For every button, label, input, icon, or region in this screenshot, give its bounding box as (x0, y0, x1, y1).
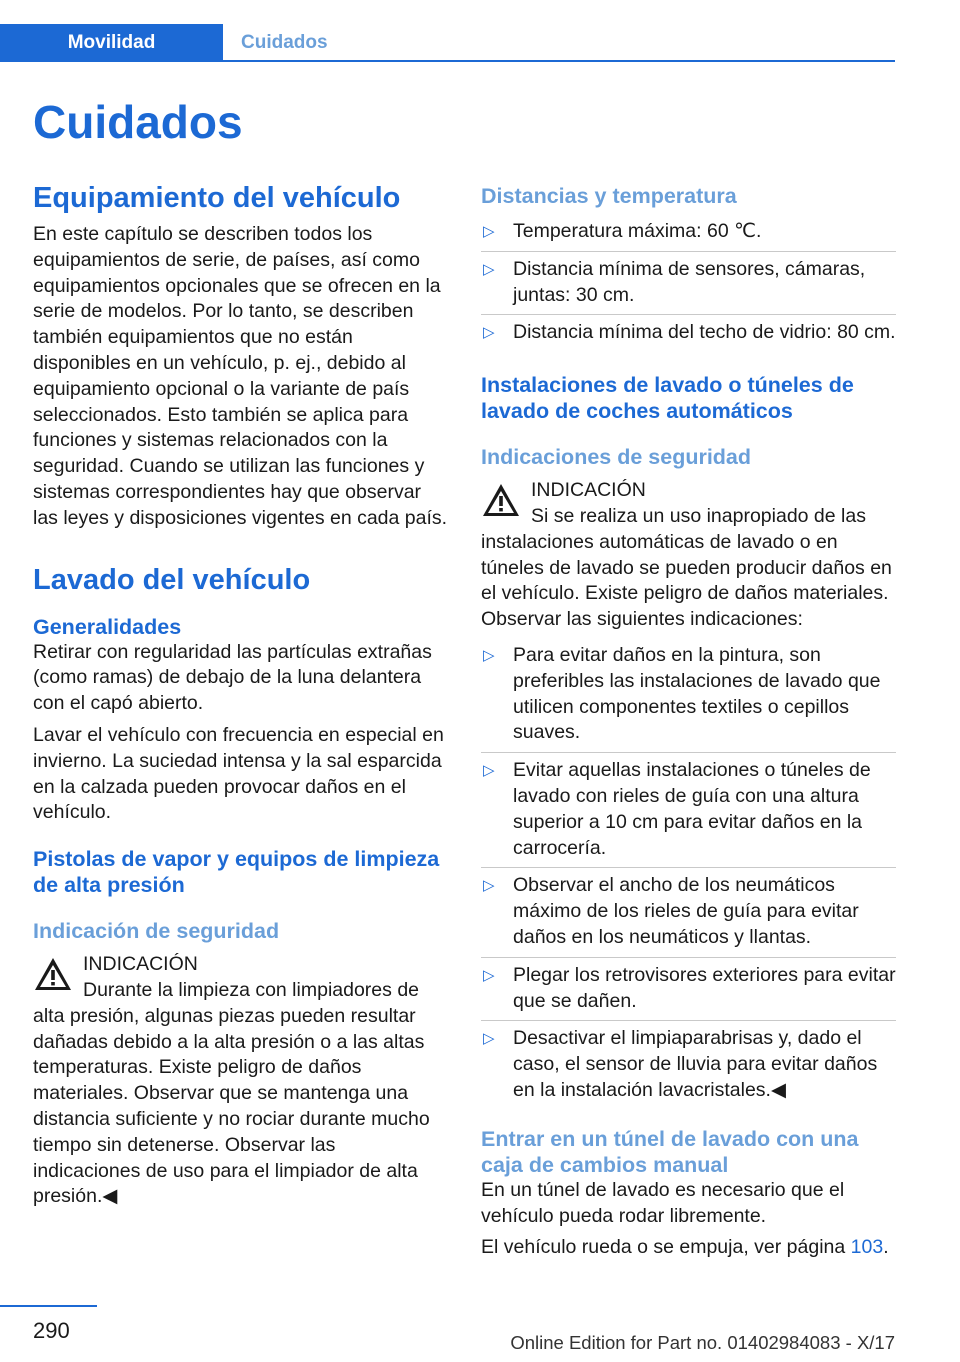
warning-text-first: Durante la limpieza con limpiadores de (83, 978, 420, 1001)
section-title-lavado: Lavado del vehículo (33, 563, 311, 596)
list-item: ▷ Distancia mínima de sensores, cámaras, juntas: 30 cm. (481, 257, 896, 316)
warning-label: INDICACIÓN (83, 953, 198, 976)
tab-cuidados[interactable]: Cuidados (241, 31, 328, 53)
right-column (481, 183, 896, 1267)
tab-movilidad[interactable]: Movilidad (0, 24, 223, 61)
distance-list (481, 219, 896, 352)
warning-triangle-icon (33, 956, 73, 992)
safety-title-left: Indicación de seguridad (33, 919, 280, 944)
warning-triangle-icon (481, 482, 521, 518)
warning-box-left (33, 952, 448, 1210)
list-item: ▷ Distancia mínima del techo de vidrio: 80 cm. (481, 320, 896, 352)
manual-paragraph-1: En un túnel de lavado es necesario que el vehículo pueda rodar libremente. (481, 1178, 845, 1227)
bullet-arrow-icon: ▷ (483, 1030, 495, 1048)
header-tabs (0, 24, 328, 61)
dist-title: Distancias y temperatura (481, 184, 737, 208)
equipment-paragraph: En este capítulo se describen todos los equipamientos de serie, de países, así como equipamientos opcionales que se ofrecen en la serie de modelos. Por lo tanto, se describen también equipamientos que no están disponibles en un vehículo, p. ej., debido al equipamiento opcional o la variante de país seleccionados. Esto también se aplica para funciones y sistemas relacionados con la seguridad. Cuando se utilizan las funciones y sistemas correspondientes hay que observar las leyes y disposiciones vigentes en cada país. (33, 223, 448, 529)
manual-paragraph-2: El vehículo rueda o se empuja, ver página 103. (481, 1236, 889, 1259)
warning-text: instalaciones automáticas de lavado o en túneles de lavado se pueden producir daños en el vehículo. Existe peligro de daños materiales. Observar las siguientes indicaciones: (481, 530, 892, 631)
list-item: ▷ Evitar aquellas instalaciones o túneles de lavado con rieles de guía con una altura superior a 10 cm para evitar daños en la carrocería. (481, 758, 896, 868)
page-number: 290 (33, 1318, 70, 1343)
bullet-arrow-icon: ▷ (483, 260, 495, 278)
page-reference-link[interactable]: 103 (850, 1236, 884, 1259)
list-item: ▷ Plegar los retrovisores exteriores para evitar que se dañen. (481, 963, 896, 1022)
bullet-arrow-icon: ▷ (483, 877, 495, 895)
wash-list (481, 643, 896, 1110)
subsection-title-instalaciones: Instalaciones de lavado o túneles de lavado de coches automáticos (481, 373, 854, 424)
bullet-arrow-icon: ▷ (483, 646, 495, 664)
footer-edition: Online Edition for Part no. 01402984083 - X/17 (510, 1332, 895, 1353)
section-title-equipamiento: Equipamiento del vehículo (33, 182, 401, 214)
safety-title-right: Indicaciones de seguridad (481, 445, 752, 470)
chapter-title: Cuidados (33, 96, 243, 148)
list-item: ▷ Observar el ancho de los neumáticos máximo de los rieles de guía para evitar daños en los neumáticos y llantas. (481, 873, 896, 957)
warning-box-right (481, 478, 896, 633)
page-number-rule (0, 1305, 97, 1307)
warning-label: INDICACIÓN (531, 479, 646, 502)
left-column (33, 180, 448, 1210)
manual-gearbox-title: Entrar en un túnel de lavado con una caja de cambios manual (481, 1126, 859, 1177)
subsection-title-generalidades: Generalidades (33, 614, 182, 639)
list-item: ▷ Para evitar daños en la pintura, son preferibles las instalaciones de lavado que utilicen componentes textiles o cepillos suaves. (481, 643, 896, 753)
bullet-arrow-icon: ▷ (483, 966, 495, 984)
bullet-arrow-icon: ▷ (483, 324, 495, 342)
bullet-arrow-icon: ▷ (483, 223, 495, 240)
bullet-arrow-icon: ▷ (483, 762, 495, 780)
list-item: ▷ Temperatura máxima: 60 ℃. (481, 219, 896, 252)
general-paragraph-1: Retirar con regularidad las partículas extrañas (como ramas) de debajo de la luna delantera con el capó abierto. (33, 640, 432, 715)
subsection-title-pistolas: Pistolas de vapor y equipos de limpieza de alta presión (33, 847, 440, 898)
header-rule (0, 60, 895, 62)
general-paragraph-2: Lavar el vehículo con frecuencia en especial en invierno. La suciedad intensa y la sal esparcida en la calzada pueden provocar daños en el vehículo. (33, 723, 444, 824)
warning-text: alta presión, algunas piezas pueden resultar dañadas debido a la alta presión o a las altas temperaturas. Existe peligro de daños materiales. Observar que se mantenga una distancia suficiente y no rociar durante mucho tiempo sin detenerse. Observar las indicaciones de uso para el limpiador de alta presión.◀ (33, 1004, 430, 1208)
list-item: ▷ Desactivar el limpiaparabrisas y, dado el caso, el sensor de lluvia para evitar daños en la instalación lavacristales.◀ (483, 1027, 878, 1101)
warning-text-first: Si se realiza un uso inapropiado de las (531, 504, 866, 527)
